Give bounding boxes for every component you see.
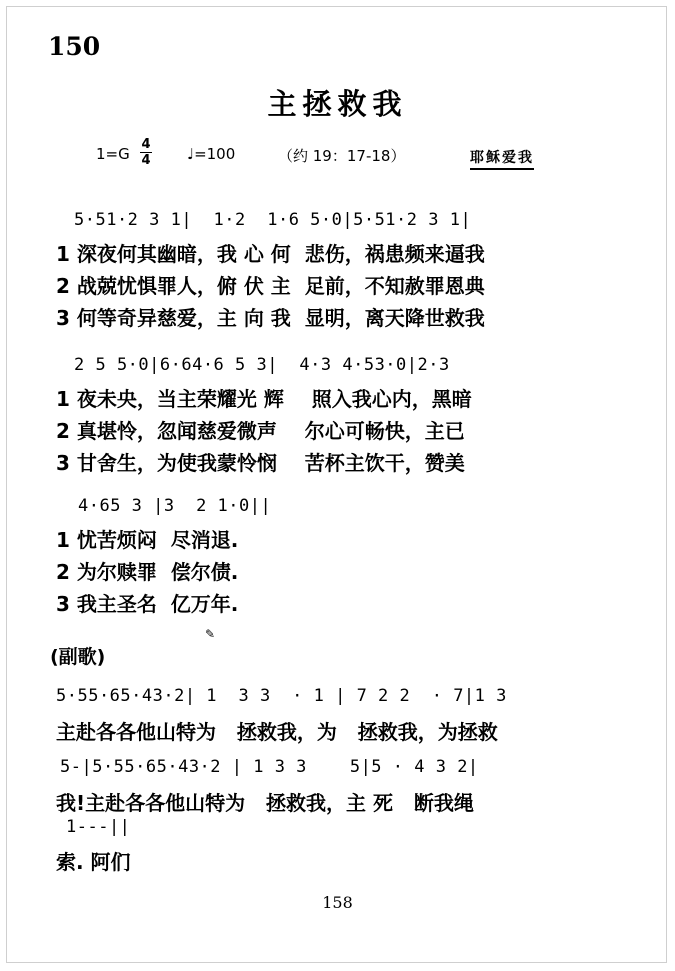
refrain-notation-line-2: 5-|5·55·65·43·2 | 1 3 3 5|5 · 4 3 2| — [60, 757, 479, 777]
lyric-verse-1-line-1: 1 深夜何其幽暗，我 心 何 悲伤，祸患频来逼我 — [56, 242, 485, 266]
notation-line-3: 4·65 3 |3 2 1·0|| — [78, 496, 272, 516]
time-signature-bottom: 4 — [141, 153, 151, 168]
refrain-lyric-line-3: 索. 阿们 — [56, 850, 131, 874]
lyric-verse-1-line-3: 1 忧苦烦闷 尽消退. — [56, 528, 239, 552]
page-number: 158 — [322, 893, 353, 912]
key-signature: 1=G — [96, 145, 130, 163]
time-signature-top: 4 — [141, 137, 151, 152]
lyric-verse-1-line-2: 1 夜未央，当主荣耀光 辉 照入我心内，黑暗 — [56, 387, 472, 411]
lyric-verse-2-line-3: 2 为尔赎罪 偿尔债. — [56, 560, 239, 584]
lyric-verse-2-line-2: 2 真堪怜，忽闻慈爱微声 尔心可畅快，主已 — [56, 419, 465, 443]
lyric-verse-3-line-2: 3 甘舍生，为使我蒙怜悯 苦杯主饮干，赞美 — [56, 451, 465, 475]
notation-line-1: 5·51·2 3 1| 1·2 1·6 5·0|5·51·2 3 1| — [74, 210, 472, 230]
notation-line-2: 2 5 5·0|6·64·6 5 3| 4·3 4·53·0|2·3 — [74, 355, 450, 375]
refrain-label: (副歌) — [50, 646, 106, 668]
hymn-title: 主拯救我 — [267, 87, 408, 121]
refrain-lyric-line-1: 主赴各各他山特为 拯救我，为 拯救我，为拯救 — [56, 720, 498, 744]
lyric-verse-2-line-1: 2 战兢忧惧罪人，俯 伏 主 足前，不知赦罪恩典 — [56, 274, 485, 298]
lyric-verse-3-line-3: 3 我主圣名 亿万年. — [56, 592, 239, 616]
composer-name: 耶稣爱我 — [470, 147, 534, 170]
tempo-marking: ♩=100 — [187, 145, 236, 163]
refrain-lyric-line-2: 我!主赴各各他山特为 拯救我，主 死 断我绳 — [56, 791, 474, 815]
scripture-reference: （约 19：17-18） — [278, 147, 406, 165]
ink-speck: ✎ — [205, 627, 216, 641]
lyric-verse-3-line-1: 3 何等奇异慈爱，主 向 我 显明，离天降世救我 — [56, 306, 485, 330]
hymn-number: 150 — [48, 32, 101, 61]
refrain-notation-line-1: 5·55·65·43·2| 1 3 3 · 1 | 7 2 2 · 7|1 3 — [56, 686, 507, 706]
time-signature — [140, 137, 152, 168]
refrain-notation-line-3: 1---|| — [66, 817, 131, 837]
